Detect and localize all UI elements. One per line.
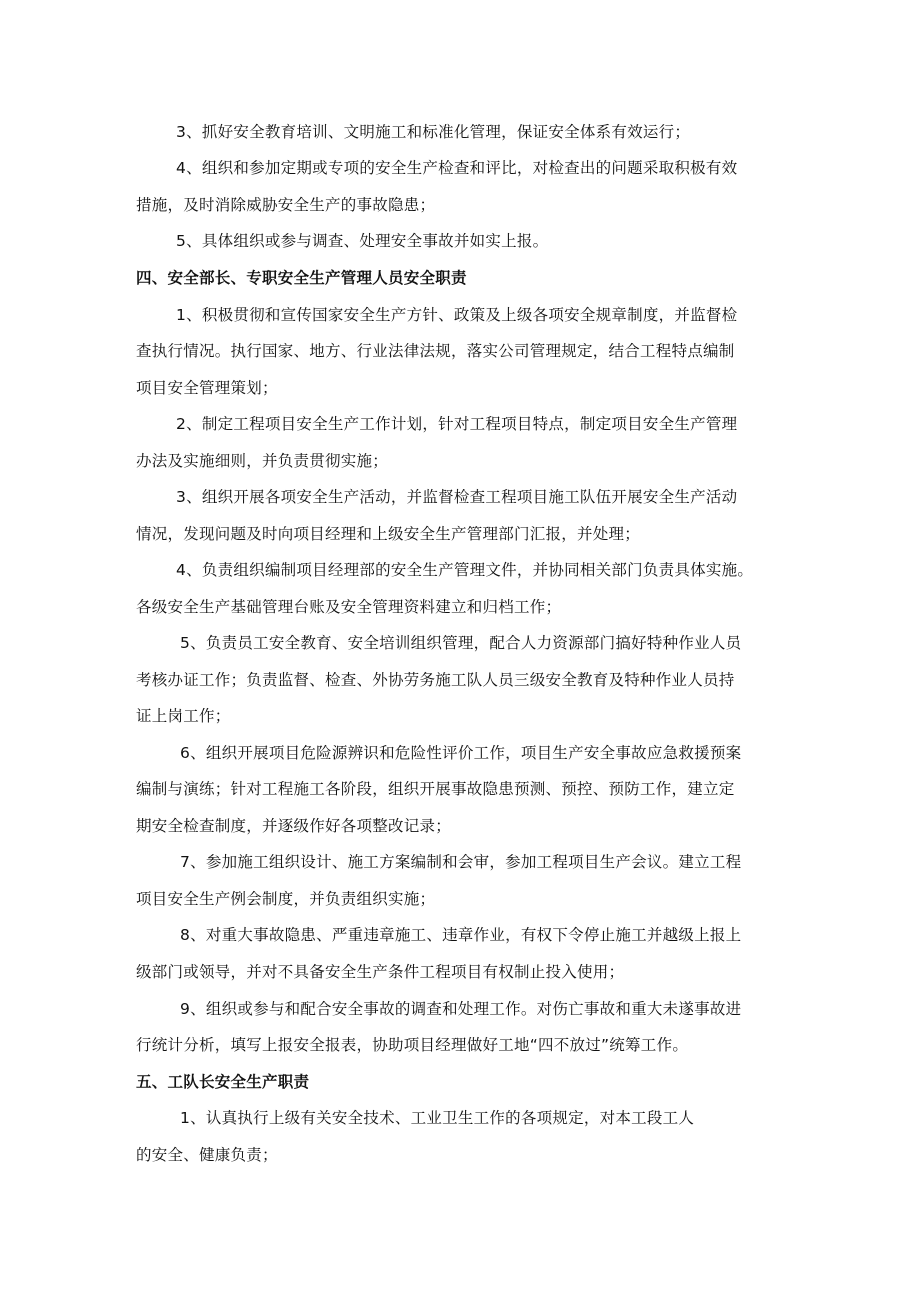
paragraph-line: 8、对重大事故隐患、严重违章施工、违章作业，有权下令停止施工并越级上报上 [180, 926, 742, 944]
paragraph-line: 查执行情况。执行国家、地方、行业法律法规，落实公司管理规定，结合工程特点编制 [136, 342, 735, 360]
paragraph-line: 5、负责员工安全教育、安全培训组织管理，配合人力资源部门搞好特种作业人员 [180, 634, 742, 652]
paragraph-line: 的安全、健康负责； [136, 1146, 278, 1164]
paragraph-line: 5、具体组织或参与调查、处理安全事故并如实上报。 [176, 232, 549, 250]
paragraph-line: 级部门或领导，并对不具备安全生产条件工程项目有权制止投入使用； [136, 963, 625, 981]
paragraph-line: 4、负责组织编制项目经理部的安全生产管理文件，并协同相关部门负责具体实施。 [176, 561, 754, 579]
paragraph-line: 7、参加施工组织设计、施工方案编制和会审，参加工程项目生产会议。建立工程 [180, 853, 742, 871]
paragraph-line: 项目安全管理策划； [136, 379, 278, 397]
paragraph-line: 各级安全生产基础管理台账及安全管理资料建立和归档工作； [136, 598, 562, 616]
paragraph-line: 行统计分析，填写上报安全报表，协助项目经理做好工地“四不放过”统筹工作。 [136, 1036, 689, 1054]
paragraph-line: 3、组织开展各项安全生产活动，并监督检查工程项目施工队伍开展安全生产活动 [176, 488, 738, 506]
paragraph-line: 2、制定工程项目安全生产工作计划，针对工程项目特点，制定项目安全生产管理 [176, 415, 738, 433]
paragraph-line: 证上岗工作； [136, 707, 231, 725]
paragraph-line: 项目安全生产例会制度，并负责组织实施； [136, 890, 436, 908]
paragraph-line: 9、组织或参与和配合安全事故的调查和处理工作。对伤亡事故和重大未遂事故进 [180, 1000, 742, 1018]
section-heading: 四、安全部长、专职安全生产管理人员安全职责 [136, 269, 467, 287]
paragraph-line: 编制与演练；针对工程施工各阶段，组织开展事故隐患预测、预控、预防工作，建立定 [136, 780, 735, 798]
paragraph-line: 1、认真执行上级有关安全技术、工业卫生工作的各项规定，对本工段工人 [180, 1109, 695, 1127]
paragraph-line: 考核办证工作；负责监督、检查、外协劳务施工队人员三级安全教育及特种作业人员持 [136, 671, 735, 689]
paragraph-line: 3、抓好安全教育培训、文明施工和标准化管理，保证安全体系有效运行； [176, 123, 691, 141]
paragraph-line: 6、组织开展项目危险源辨识和危险性评价工作，项目生产安全事故应急救援预案 [180, 744, 742, 762]
paragraph-line: 办法及实施细则，并负责贯彻实施； [136, 452, 389, 470]
paragraph-line: 情况，发现问题及时向项目经理和上级安全生产管理部门汇报，并处理； [136, 525, 641, 543]
paragraph-line: 期安全检查制度，并逐级作好各项整改记录； [136, 817, 452, 835]
paragraph-line: 1、积极贯彻和宣传国家安全生产方针、政策及上级各项安全规章制度，并监督检 [176, 306, 738, 324]
paragraph-line: 4、组织和参加定期或专项的安全生产检查和评比，对检查出的问题采取积极有效 [176, 159, 738, 177]
paragraph-line: 措施，及时消除威胁安全生产的事故隐患； [136, 196, 436, 214]
section-heading: 五、工队长安全生产职责 [136, 1073, 310, 1091]
